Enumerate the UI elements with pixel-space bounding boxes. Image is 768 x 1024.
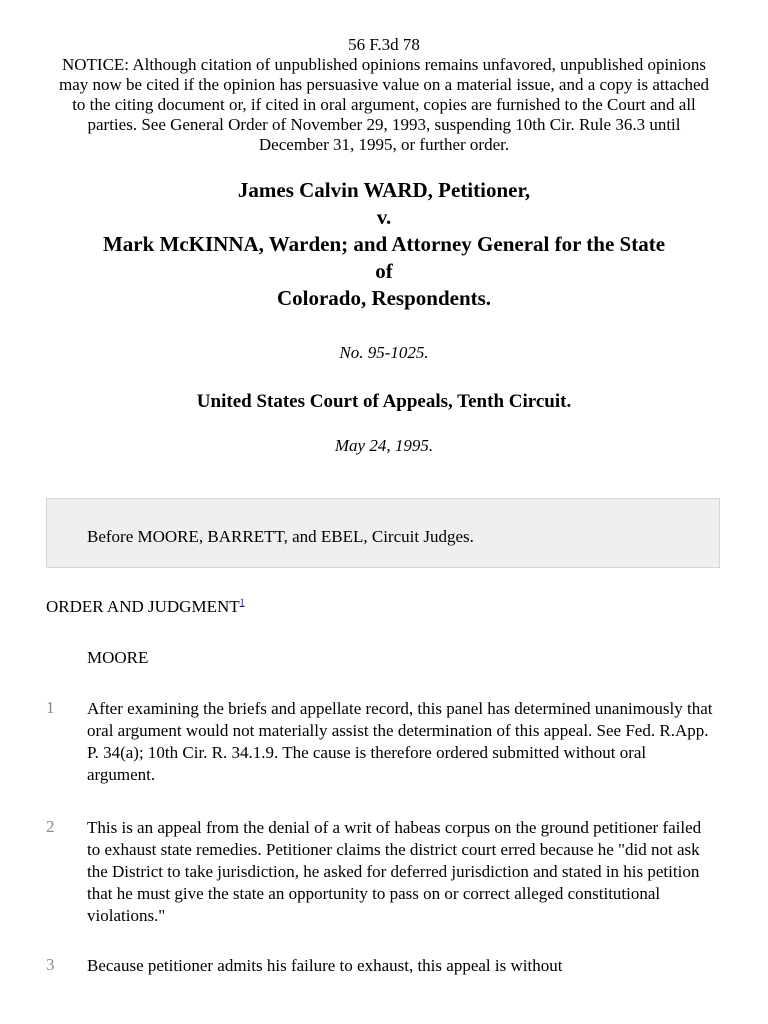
unpublished-notice: NOTICE: Although citation of unpublished opinions remains unfavored, unpublished opinions may now be cited if the opinion has persuasive value on a material issue, and a copy is attached to the citing document or, if cited in oral argument, copies are furnished to the Court and all parties. See General Order of November 29, 1993, suspending 10th Cir. Rule 36.3 until December 31, 1995, or further order. xyxy=(58,55,710,154)
court-name: United States Court of Appeals, Tenth Circuit. xyxy=(196,391,572,412)
paragraph-number: 1 xyxy=(46,698,55,717)
respondents-line-3: Colorado, Respondents. xyxy=(276,286,492,310)
footnote-link[interactable]: 1 xyxy=(239,597,245,609)
case-header xyxy=(0,0,768,155)
versus: v. xyxy=(376,205,392,229)
opinion-author: MOORE xyxy=(87,648,149,667)
respondents-line-2: of xyxy=(375,259,393,283)
paragraph-number: 2 xyxy=(46,817,55,836)
citation: 56 F.3d 78 xyxy=(348,35,420,54)
order-title xyxy=(46,597,245,617)
order-title-text: ORDER AND JUDGMENT xyxy=(46,597,240,616)
petitioner-name: James Calvin WARD, Petitioner, xyxy=(237,178,531,202)
decision-date: May 24, 1995. xyxy=(334,436,434,455)
panel-judges: Before MOORE, BARRETT, and EBEL, Circuit Judges. xyxy=(87,527,474,546)
respondents-line-1: Mark McKINNA, Warden; and Attorney General for the State xyxy=(102,232,666,256)
panel-box xyxy=(46,498,720,568)
paragraph-text: After examining the briefs and appellate record, this panel has determined unanimously that oral argument would not materially assist the determination of this appeal. See Fed. R.App. P. 34(a); 10th Cir. R. 34.1.9. The cause is therefore ordered submitted without oral argument. xyxy=(87,699,713,784)
paragraph-text: This is an appeal from the denial of a writ of habeas corpus on the ground petitioner failed to exhaust state remedies. Petitioner claims the district court erred because he "did not ask the District to take jurisdiction, he asked for deferred jurisdiction and stated in his petition that he must give the state an opportunity to pass on or correct alleged constitutional violations." xyxy=(87,818,702,925)
paragraph-number: 3 xyxy=(46,955,55,974)
paragraph-text: Because petitioner admits his failure to exhaust, this appeal is without xyxy=(87,956,563,975)
docket-number: No. 95-1025. xyxy=(339,343,429,362)
case-caption xyxy=(0,177,768,312)
